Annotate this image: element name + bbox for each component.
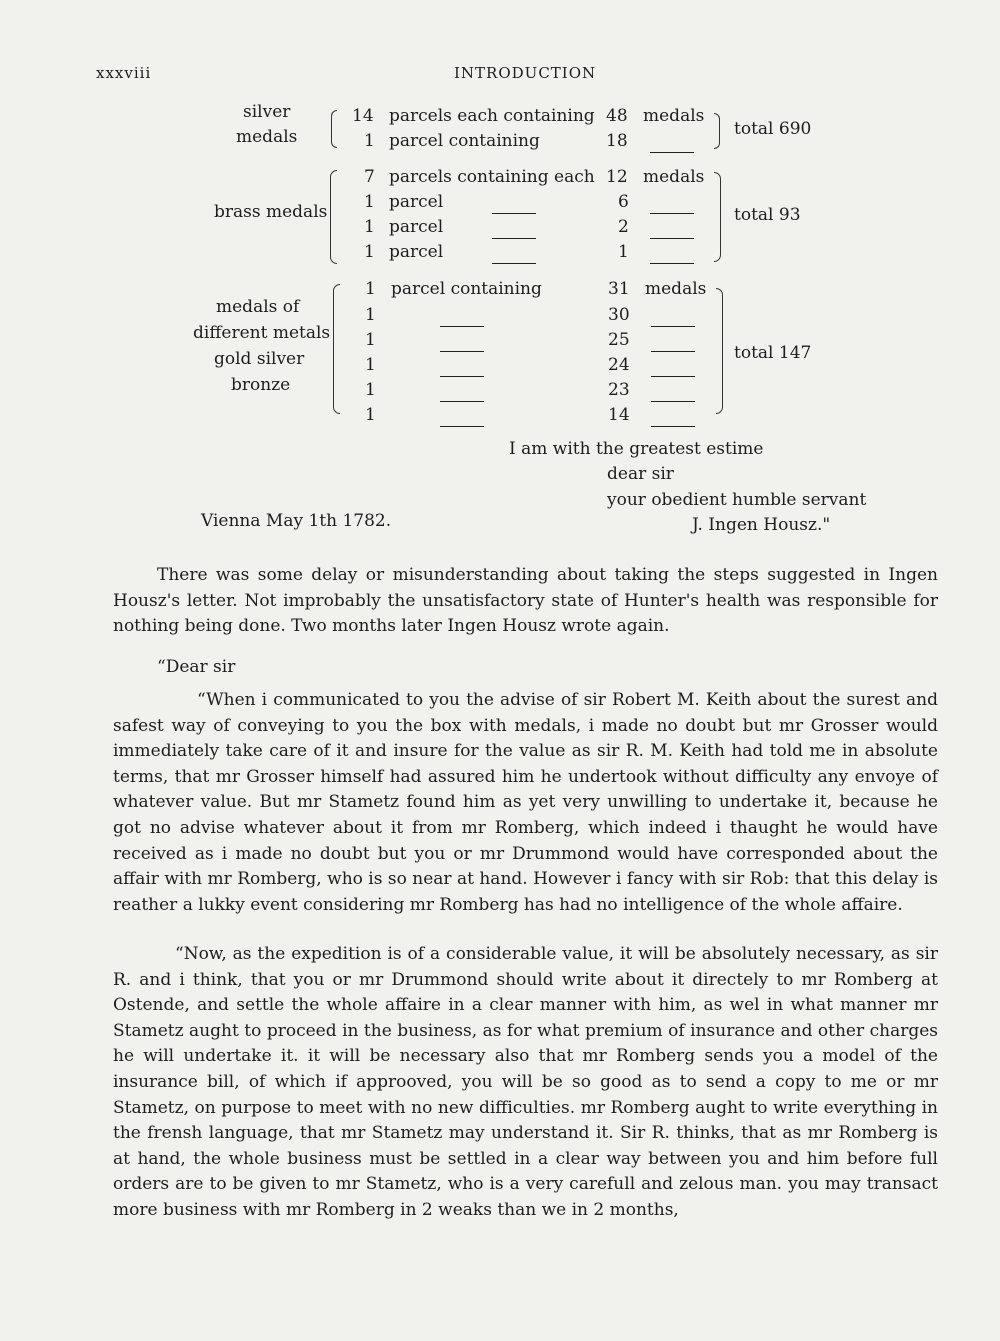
right-brace: [716, 288, 723, 414]
count: 18: [606, 131, 628, 151]
qty: 1: [365, 330, 376, 350]
qty: 1: [364, 192, 375, 212]
closing-line: I am with the greatest estime: [509, 439, 764, 459]
count: 30: [608, 305, 630, 325]
group-label: bronze: [231, 375, 291, 395]
ditto-dash: [492, 228, 536, 247]
qty: 1: [365, 405, 376, 425]
ditto-dash: [650, 228, 694, 247]
ditto-dash: [650, 203, 694, 222]
closing-line: dear sir: [607, 464, 674, 484]
group-label: medals: [236, 127, 298, 147]
count: 6: [618, 192, 629, 212]
unit: medals: [645, 279, 707, 299]
group-label: brass medals: [214, 202, 328, 222]
qty: 1: [364, 242, 375, 262]
ditto-dash: [651, 416, 695, 435]
ditto-dash: [651, 391, 695, 410]
ditto-dash: [650, 142, 694, 161]
ditto-dash: [651, 341, 695, 360]
qty: 1: [365, 279, 376, 299]
running-title: INTRODUCTION: [454, 64, 597, 82]
group-label: gold silver: [214, 349, 305, 369]
closing-line: your obedient humble servant: [607, 490, 867, 510]
desc: parcel: [389, 217, 444, 237]
left-brace: [330, 170, 337, 264]
body-text: [113, 688, 938, 918]
ditto-dash: [651, 366, 695, 385]
group-total: total 690: [734, 119, 812, 139]
ditto-dash: [492, 253, 536, 272]
page-number: xxxviii: [96, 64, 152, 82]
group-label: different metals: [193, 323, 331, 343]
body-text: [113, 655, 938, 681]
right-brace: [714, 113, 720, 149]
ditto-dash: [440, 391, 484, 410]
desc: parcel: [389, 242, 444, 262]
count: 24: [608, 355, 630, 375]
group-total: total 147: [734, 343, 812, 363]
ditto-dash: [492, 203, 536, 222]
desc: parcel: [389, 192, 444, 212]
desc: parcels each containing: [389, 106, 595, 126]
signature: J. Ingen Housz.": [692, 515, 831, 535]
count: 25: [608, 330, 630, 350]
count: 1: [618, 242, 629, 262]
count: 23: [608, 380, 630, 400]
qty: 1: [365, 355, 376, 375]
paragraph: “When i communicated to you the advise of sir Robert M. Keith about the surest and safest way of conveying to you the box with medals, i made no doubt but mr Grosser would immediately take care of it and insure for the value as sir R. M. Keith had told me in absolute terms, that mr Grosser himself had assured him he undertook without difficulty any envoye of whatever value. But mr Stametz found him as yet very unwilling to undertake it, because he got no advise whatever about it from mr Romberg, which indeed i thaught he would have received as i made no doubt but you or mr Drummond would have corresponded about the affair with mr Romberg, who is so near at hand. However i fancy with sir Rob: that this delay is reather a lukky event considering mr Romberg has had no intelligence of the whole affaire.: [113, 690, 938, 915]
desc: parcel containing: [389, 131, 540, 151]
left-brace: [331, 110, 337, 148]
place-date: Vienna May 1th 1782.: [201, 511, 392, 531]
right-brace: [714, 172, 721, 262]
body-text: [113, 942, 938, 1224]
count: 2: [618, 217, 629, 237]
paragraph: There was some delay or misunderstanding about taking the steps suggested in Ingen Housz's letter. Not improbably the unsatisfactory state of Hunter's health was responsible for nothing being done. Two months later Ingen Housz wrote again.: [113, 565, 938, 637]
count: 31: [608, 279, 630, 299]
qty: 1: [365, 380, 376, 400]
ditto-dash: [440, 341, 484, 360]
salutation: “Dear sir: [157, 657, 236, 677]
ditto-dash: [651, 316, 695, 335]
unit: medals: [643, 106, 705, 126]
ditto-dash: [440, 416, 484, 435]
ditto-dash: [440, 316, 484, 335]
ditto-dash: [440, 366, 484, 385]
count: 48: [606, 106, 628, 126]
group-total: total 93: [734, 205, 801, 225]
unit: medals: [643, 167, 705, 187]
left-brace: [333, 284, 340, 414]
count: 12: [606, 167, 628, 187]
desc: parcels containing each: [389, 167, 595, 187]
qty: 1: [364, 217, 375, 237]
qty: 1: [364, 131, 375, 151]
qty: 14: [352, 106, 374, 126]
qty: 1: [365, 305, 376, 325]
group-label: silver: [243, 102, 291, 122]
ditto-dash: [650, 253, 694, 272]
body-text: [113, 563, 938, 640]
desc: parcel containing: [391, 279, 542, 299]
count: 14: [608, 405, 630, 425]
qty: 7: [364, 167, 375, 187]
paragraph: “Now, as the expedition is of a considerable value, it will be absolutely necessary, as sir R. and i think, that you or mr Drummond should write about it directely to mr Romberg at Ostende, and settle the whole affaire in a clear manner with him, as wel in what manner mr Stametz aught to proceed in the business, as for what premium of insurance and other charges he will undertake it. it will be necessary also that mr Romberg sends you a model of the insurance bill, of which if approoved, you will be so good as to send a copy to me or mr Stametz, on purpose to meet with no new difficulties. mr Romberg aught to write everything in the frensh language, that mr Stametz may understand it. Sir R. thinks, that as mr Romberg is at hand, the whole business must be settled in a clear way between you and him before full orders are to be given to mr Stametz, who is a very carefull and zelous man. you may transact more business with mr Romberg in 2 weaks than we in 2 months,: [113, 944, 938, 1220]
group-label: medals of: [216, 297, 300, 317]
